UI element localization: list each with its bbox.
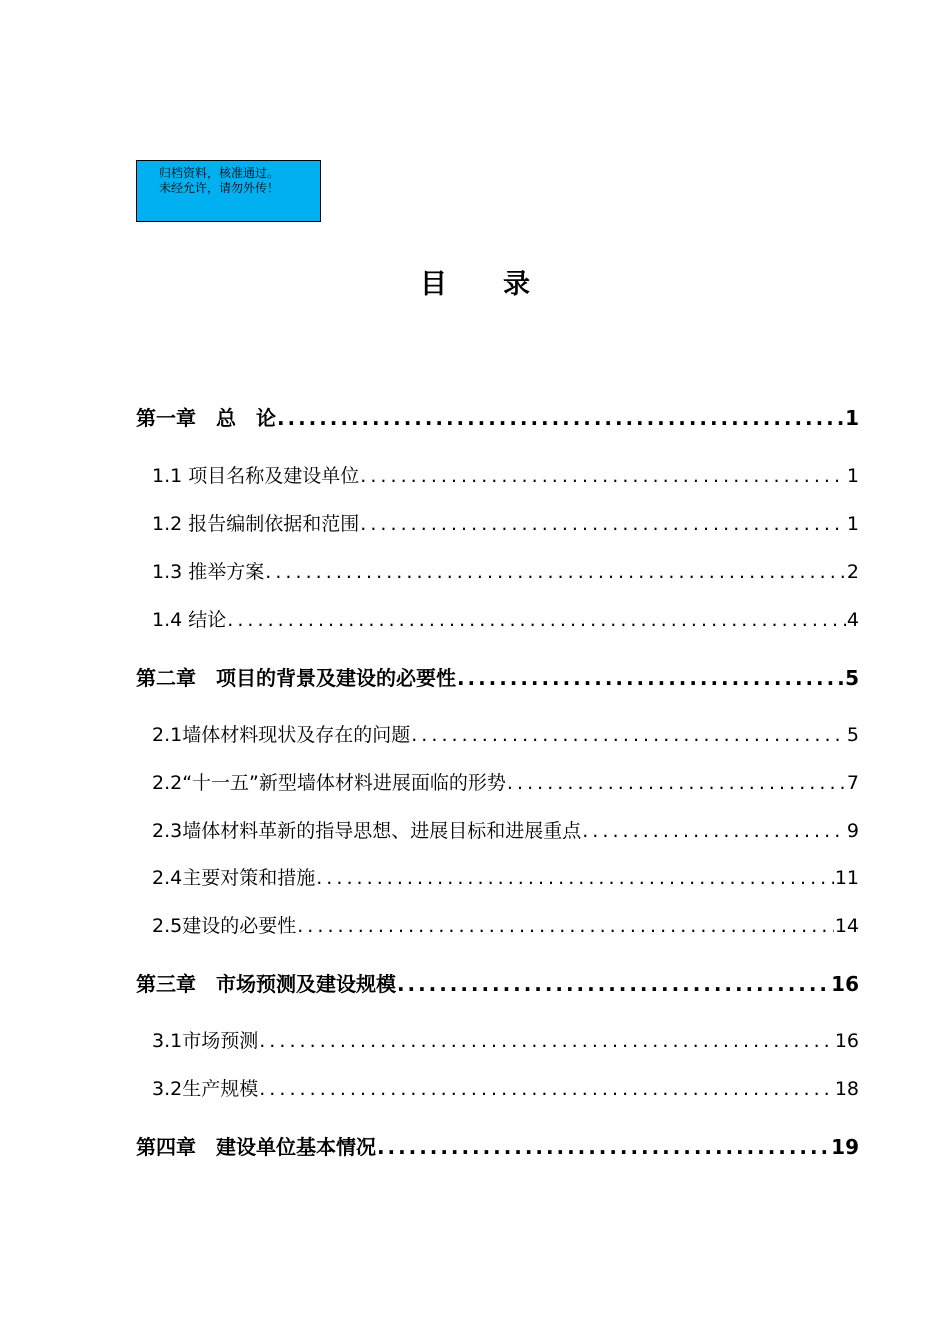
dot-leader [227,609,846,631]
stamp-line-2: 未经允许，请勿外传！ [159,181,280,195]
toc-entry[interactable] [136,968,859,997]
toc-entry-label: 1.4 结论 [152,609,227,631]
toc-entry-page: 7 [846,772,859,794]
toc-entry-label: 2.4主要对策和措施 [152,867,316,889]
toc-entry-page: 5 [846,724,859,746]
toc-entry-label: 第一章 总 论 [136,406,276,430]
dot-leader [411,724,846,746]
toc-entry-page: 18 [834,1078,859,1100]
toc-entry-label: 1.2 报告编制依据和范围 [152,513,360,535]
dot-leader [360,513,846,535]
toc-title [0,262,950,301]
toc-entry[interactable] [152,863,859,890]
toc-entry-label: 1.1 项目名称及建设单位 [152,465,360,487]
dot-leader [507,772,846,794]
dot-leader [316,867,834,889]
toc-entry-label: 1.3 推举方案 [152,561,265,583]
toc-entry[interactable] [152,1074,859,1101]
stamp-line-1: 归档资料，核准通过。 [159,166,280,180]
toc-entry-label: 3.2生产规模 [152,1078,259,1100]
toc-entry[interactable] [152,720,859,747]
toc-entry-label: 2.1墙体材料现状及存在的问题 [152,724,411,746]
toc-entry-page: 2 [846,561,859,583]
dot-leader [265,561,846,583]
dot-leader [360,465,846,487]
toc-entry[interactable] [136,1131,859,1160]
dot-leader [582,820,846,842]
toc-entry-label: 2.3墙体材料革新的指导思想、进展目标和进展重点 [152,820,582,842]
toc-entry[interactable] [152,557,859,584]
dot-leader [277,406,844,430]
toc-title-right: 录 [503,269,530,300]
dot-leader [259,1030,834,1052]
toc-entry-page: 9 [846,820,859,842]
dot-leader [297,915,834,937]
toc-entry-page: 16 [831,972,859,996]
dot-leader [457,666,844,690]
toc-entry-page: 5 [845,666,859,690]
dot-leader [259,1078,834,1100]
toc-entry[interactable] [152,509,859,536]
toc-title-left: 目 [420,269,447,300]
toc-entry[interactable] [152,816,859,843]
toc-entry[interactable] [136,662,859,691]
dot-leader [377,1135,830,1159]
toc-entry-page: 4 [846,609,859,631]
toc-entry-label: 第四章 建设单位基本情况 [136,1135,376,1159]
toc-entry[interactable] [136,402,859,431]
toc-entry-page: 19 [831,1135,859,1159]
toc-entry-page: 1 [846,465,859,487]
toc-entry-page: 1 [845,406,859,430]
toc-entry[interactable] [152,461,859,488]
toc-entry-label: 第二章 项目的背景及建设的必要性 [136,666,456,690]
toc-entry-label: 第三章 市场预测及建设规模 [136,972,396,996]
toc-entry-label: 2.2“十一五”新型墙体材料进展面临的形势 [152,772,506,794]
toc-entry-page: 14 [834,915,859,937]
toc-entry-page: 1 [846,513,859,535]
archive-stamp [136,160,321,222]
toc-entry-page: 11 [834,867,859,889]
toc-entry-label: 3.1市场预测 [152,1030,259,1052]
dot-leader [397,972,830,996]
toc-entry-page: 16 [834,1030,859,1052]
toc-entry[interactable] [152,911,859,938]
toc-entry[interactable] [152,768,859,795]
toc-entry[interactable] [152,605,859,632]
toc-entry[interactable] [152,1026,859,1053]
toc-entry-label: 2.5建设的必要性 [152,915,297,937]
